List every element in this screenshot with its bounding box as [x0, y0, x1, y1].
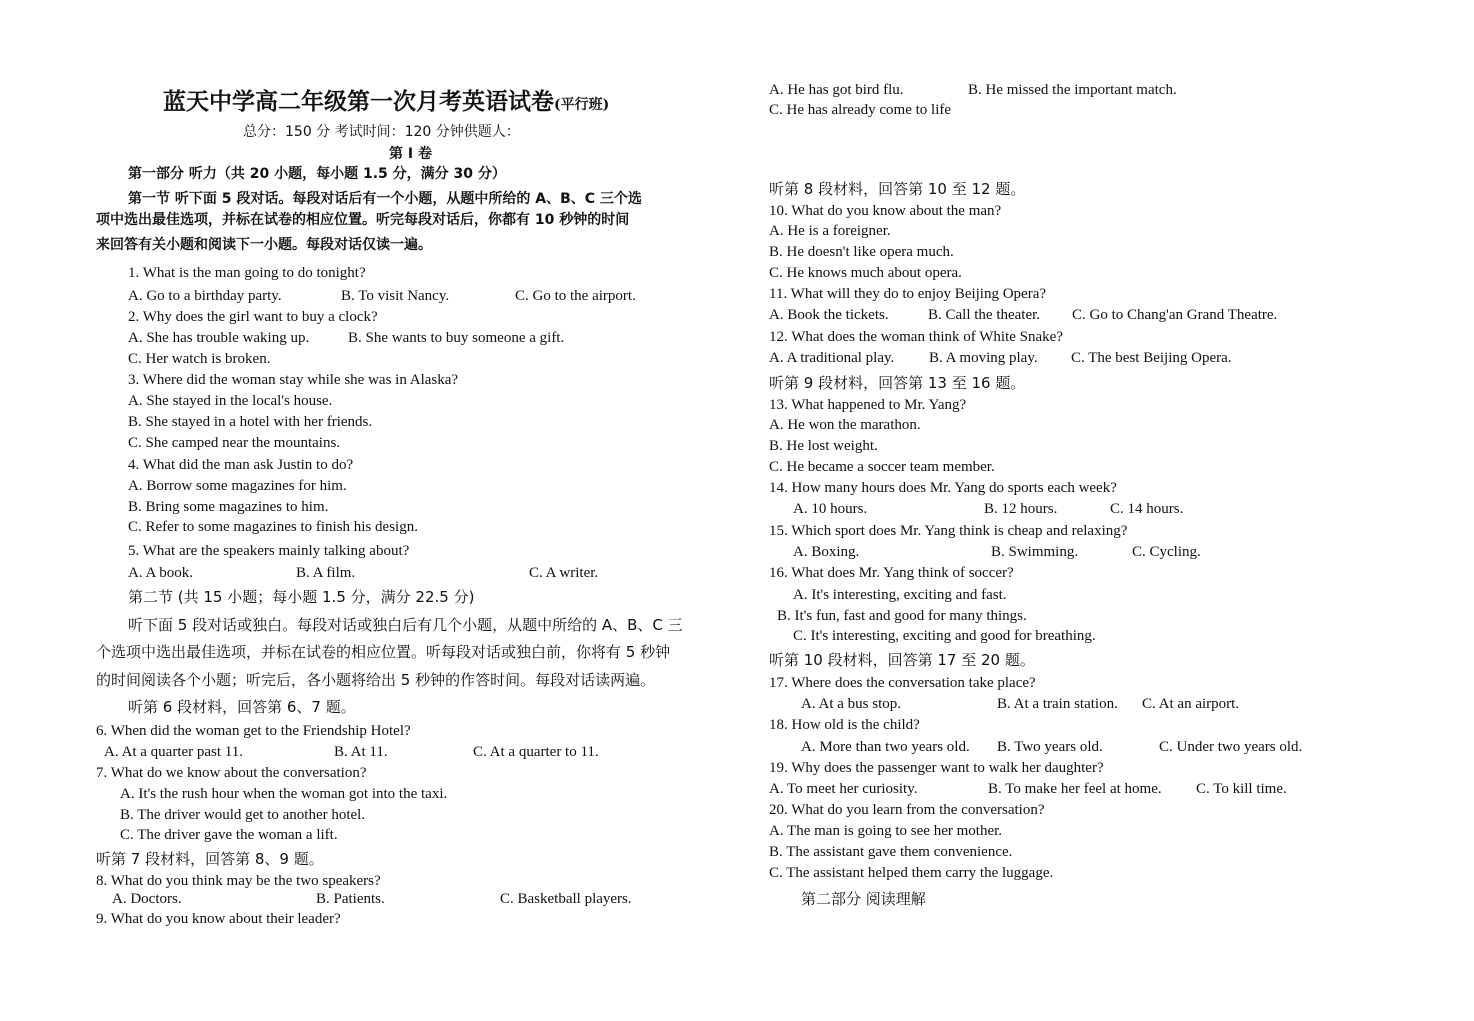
- option-4c: C. Refer to some magazines to finish his design.: [128, 519, 418, 535]
- material-9-heading: 听第 9 段材料，回答第 13 至 16 题。: [769, 374, 1026, 392]
- page-title: [163, 88, 609, 119]
- question-9: 9. What do you know about their leader?: [96, 911, 341, 927]
- option-7b: B. The driver would get to another hotel.: [120, 807, 366, 823]
- option-7a: A. It's the rush hour when the woman got into the taxi.: [120, 786, 448, 802]
- option-20b: B. The assistant gave them convenience.: [769, 844, 1013, 860]
- option-8a: A. Doctors.: [112, 891, 182, 907]
- option-13c: C. He became a soccer team member.: [769, 459, 995, 475]
- option-3b: B. She stayed in a hotel with her friends.: [128, 414, 373, 430]
- option-18c: C. Under two years old.: [1159, 739, 1303, 755]
- question-16: 16. What does Mr. Yang think of soccer?: [769, 565, 1014, 581]
- option-14a: A. 10 hours.: [793, 501, 868, 517]
- option-11c: C. Go to Chang'an Grand Theatre.: [1072, 307, 1278, 323]
- option-13b: B. He lost weight.: [769, 438, 878, 454]
- material-7-heading: 听第 7 段材料，回答第 8、9 题。: [96, 850, 324, 868]
- option-11b: B. Call the theater.: [928, 307, 1041, 323]
- option-1b: B. To visit Nancy.: [341, 288, 450, 304]
- question-7: 7. What do we know about the conversation?: [96, 765, 367, 781]
- option-4b: B. Bring some magazines to him.: [128, 499, 329, 515]
- option-10b: B. He doesn't like opera much.: [769, 244, 954, 260]
- option-2a: A. She has trouble waking up.: [128, 330, 310, 346]
- option-12b: B. A moving play.: [929, 350, 1038, 366]
- material-6-heading: 听第 6 段材料，回答第 6、7 题。: [128, 698, 356, 716]
- section2-heading: 第二节 (共 15 小题；每小题 1.5 分，满分 22.5 分): [128, 588, 475, 606]
- option-3c: C. She camped near the mountains.: [128, 435, 341, 451]
- option-15b: B. Swimming.: [991, 544, 1079, 560]
- question-14: 14. How many hours does Mr. Yang do sports each week?: [769, 480, 1117, 496]
- option-5a: A. A book.: [128, 565, 194, 581]
- part1-heading: 第一部分 听力（共 20 小题，每小题 1.5 分，满分 30 分）: [128, 166, 506, 182]
- part2-heading: 第二部分 阅读理解: [801, 890, 926, 908]
- option-19b: B. To make her feel at home.: [988, 781, 1162, 797]
- option-12a: A. A traditional play.: [769, 350, 895, 366]
- option-6b: B. At 11.: [334, 744, 388, 760]
- option-18b: B. Two years old.: [997, 739, 1103, 755]
- option-12c: C. The best Beijing Opera.: [1071, 350, 1232, 366]
- option-20c: C. The assistant helped them carry the luggage.: [769, 865, 1054, 881]
- volume-label: 第 I 卷: [389, 146, 432, 162]
- section1-text-line1: 听下面 5 段对话。每段对话后有一个小题，从题中所给的 A、B、C 三个选: [174, 191, 642, 207]
- question-19: 19. Why does the passenger want to walk her daughter?: [769, 760, 1104, 776]
- option-17a: A. At a bus stop.: [801, 696, 902, 712]
- question-10: 10. What do you know about the man?: [769, 203, 1002, 219]
- option-3a: A. She stayed in the local's house.: [128, 393, 333, 409]
- title-main: 蓝天中学高二年级第一次月考英语试卷: [163, 88, 554, 115]
- title-suffix: (平行班): [554, 97, 610, 113]
- question-3: 3. Where did the woman stay while she was in Alaska?: [128, 372, 459, 388]
- question-17: 17. Where does the conversation take place?: [769, 675, 1036, 691]
- option-1c: C. Go to the airport.: [515, 288, 636, 304]
- question-2: 2. Why does the girl want to buy a clock?: [128, 309, 378, 325]
- question-18: 18. How old is the child?: [769, 717, 920, 733]
- option-19a: A. To meet her curiosity.: [769, 781, 918, 797]
- section2-instructions-line1: 听下面 5 段对话或独白。每段对话或独白后有几个小题，从题中所给的 A、B、C 三: [128, 616, 683, 634]
- option-9c: C. He has already come to life: [769, 102, 952, 118]
- option-18a: A. More than two years old.: [801, 739, 970, 755]
- option-5c: C. A writer.: [529, 565, 599, 581]
- exam-info: 总分：150 分 考试时间：120 分钟供题人：: [243, 124, 520, 140]
- section1-instructions-line1: [128, 190, 642, 208]
- option-17c: C. At an airport.: [1142, 696, 1240, 712]
- option-2c: C. Her watch is broken.: [128, 351, 271, 367]
- option-14b: B. 12 hours.: [984, 501, 1058, 517]
- question-1: 1. What is the man going to do tonight?: [128, 265, 366, 281]
- question-20: 20. What do you learn from the conversation?: [769, 802, 1045, 818]
- option-19c: C. To kill time.: [1196, 781, 1287, 797]
- section1-label: 第一节: [128, 191, 170, 207]
- option-10c: C. He knows much about opera.: [769, 265, 962, 281]
- option-11a: A. Book the tickets.: [769, 307, 889, 323]
- option-20a: A. The man is going to see her mother.: [769, 823, 1003, 839]
- option-15c: C. Cycling.: [1132, 544, 1201, 560]
- option-6a: A. At a quarter past 11.: [104, 744, 243, 760]
- question-11: 11. What will they do to enjoy Beijing Opera?: [769, 286, 1047, 302]
- option-4a: A. Borrow some magazines for him.: [128, 478, 347, 494]
- material-10-heading: 听第 10 段材料，回答第 17 至 20 题。: [769, 651, 1035, 669]
- question-5: 5. What are the speakers mainly talking about?: [128, 543, 410, 559]
- option-9a: A. He has got bird flu.: [769, 82, 904, 98]
- option-17b: B. At a train station.: [997, 696, 1118, 712]
- option-10a: A. He is a foreigner.: [769, 223, 891, 239]
- question-15: 15. Which sport does Mr. Yang think is cheap and relaxing?: [769, 523, 1128, 539]
- question-4: 4. What did the man ask Justin to do?: [128, 457, 354, 473]
- question-8: 8. What do you think may be the two speakers?: [96, 873, 381, 889]
- option-16c: C. It's interesting, exciting and good for breathing.: [793, 628, 1096, 644]
- option-2b: B. She wants to buy someone a gift.: [348, 330, 565, 346]
- section1-instructions-line3: 来回答有关小题和阅读下一小题。每段对话仅读一遍。: [96, 237, 432, 253]
- option-14c: C. 14 hours.: [1110, 501, 1184, 517]
- option-15a: A. Boxing.: [793, 544, 860, 560]
- option-1a: A. Go to a birthday party.: [128, 288, 282, 304]
- option-7c: C. The driver gave the woman a lift.: [120, 827, 338, 843]
- option-6c: C. At a quarter to 11.: [473, 744, 599, 760]
- option-13a: A. He won the marathon.: [769, 417, 921, 433]
- section1-instructions-line2: 项中选出最佳选项，并标在试卷的相应位置。听完每段对话后，你都有 10 秒钟的时间: [96, 212, 630, 228]
- option-16a: A. It's interesting, exciting and fast.: [793, 587, 1007, 603]
- option-16b: B. It's fun, fast and good for many things.: [777, 608, 1027, 624]
- question-12: 12. What does the woman think of White Snake?: [769, 329, 1063, 345]
- section2-instructions-line2: 个选项中选出最佳选项，并标在试卷的相应位置。听每段对话或独白前，你将有 5 秒钟: [96, 643, 671, 661]
- question-13: 13. What happened to Mr. Yang?: [769, 397, 967, 413]
- question-6: 6. When did the woman get to the Friendship Hotel?: [96, 723, 411, 739]
- section2-instructions-line3: 的时间阅读各个小题；听完后，各小题将给出 5 秒钟的作答时间。每段对话读两遍。: [96, 671, 656, 689]
- option-9b: B. He missed the important match.: [968, 82, 1177, 98]
- option-8c: C. Basketball players.: [500, 891, 632, 907]
- option-8b: B. Patients.: [316, 891, 385, 907]
- option-5b: B. A film.: [296, 565, 356, 581]
- material-8-heading: 听第 8 段材料，回答第 10 至 12 题。: [769, 180, 1026, 198]
